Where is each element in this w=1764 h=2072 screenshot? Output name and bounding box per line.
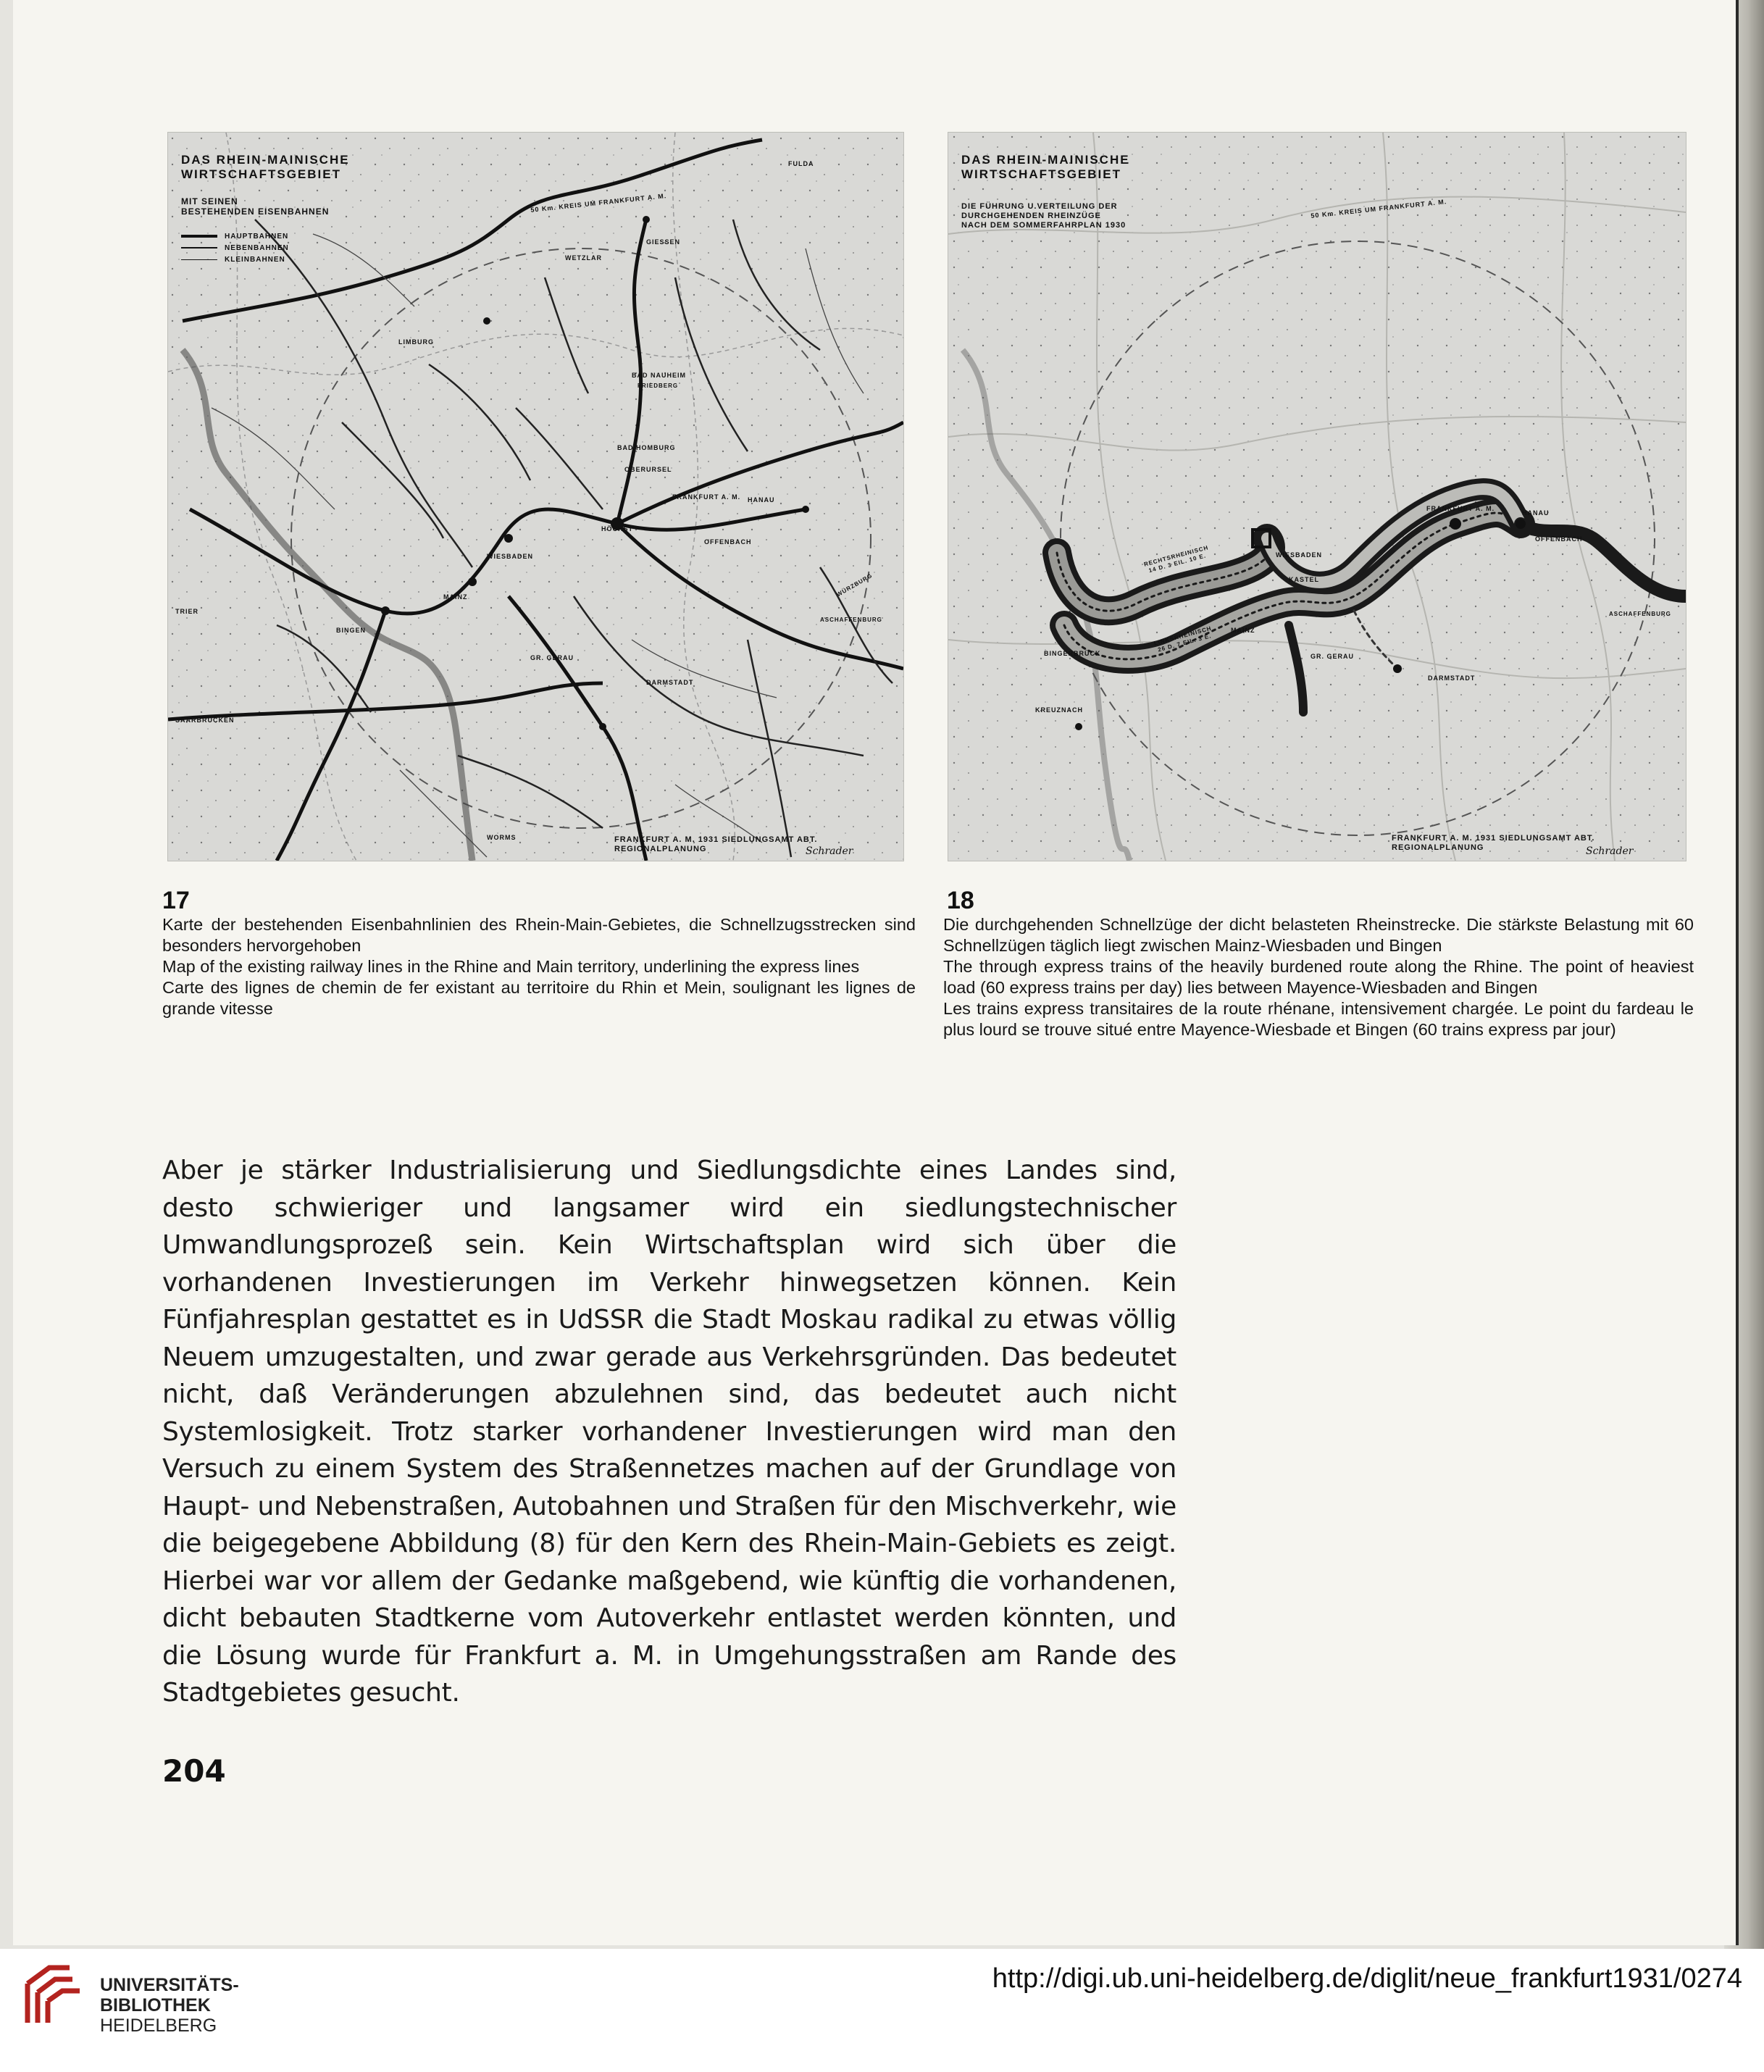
figure-17-map bbox=[167, 132, 904, 861]
body-paragraph bbox=[162, 1152, 1176, 1712]
map17-legend bbox=[181, 231, 289, 266]
place-label: FRIEDBERG bbox=[638, 383, 679, 389]
legend-main-line-icon bbox=[181, 235, 217, 238]
route-label: LINKSRHEINISCH 26 D. 7 EIL. 3 E. bbox=[1153, 624, 1213, 653]
place-label: HANAU bbox=[1522, 509, 1550, 517]
legend-label: NEBENBAHNEN bbox=[225, 244, 289, 252]
legend-branch-line-icon bbox=[181, 247, 217, 248]
legend-label: HAUPTBAHNEN bbox=[225, 233, 289, 241]
place-label: OFFENBACH bbox=[704, 538, 752, 546]
place-label: ASCHAFFENBURG bbox=[820, 617, 882, 623]
map18-subtitle-line: DIE FÜHRUNG U.VERTEILUNG DER bbox=[961, 202, 1118, 211]
place-label: FRANKFURT A. M. bbox=[1426, 505, 1495, 512]
caption-german: Die durchgehenden Schnellzüge der dicht belasteten Rheinstrecke. Die stärkste Belastung mit 60 Schnellzügen täglich liegt zwischen Mainz-Wiesbaden und Bingen bbox=[943, 915, 1694, 955]
library-name-line: UNIVERSITÄTS- bbox=[100, 1975, 239, 1995]
caption-english: The through express trains of the heavily burdened route along the Rhine. The point of heaviest load (60 express trains per day) lies between Mayence-Wiesbaden and Bingen bbox=[943, 957, 1694, 997]
place-label: GR. GERAU bbox=[530, 654, 574, 661]
library-name bbox=[100, 1975, 239, 2036]
map18-signature: Schrader bbox=[1586, 845, 1634, 857]
place-label: OFFENBACH bbox=[1535, 535, 1583, 543]
place-label: WORMS bbox=[487, 834, 517, 841]
place-label: FULDA bbox=[788, 160, 814, 167]
place-label: ASCHAFFENBURG bbox=[1609, 611, 1671, 617]
caption-french: Les trains express transitaires de la route rhénane, intensivement chargée. Le point du fardeau le plus lourd se trouve situé entre Mayence-Wiesbade et Bingen (60 trains express par jour) bbox=[943, 999, 1694, 1039]
place-label: KREUZNACH bbox=[1035, 706, 1083, 714]
caption-english: Map of the existing railway lines in the Rhine and Main territory, underlining the express lines bbox=[162, 957, 860, 976]
caption-german: Karte der bestehenden Eisenbahnlinien des Rhein-Main-Gebietes, die Schnellzugsstrecken sind besonders hervorgehoben bbox=[162, 915, 916, 955]
figure-number: 18 bbox=[947, 887, 974, 914]
map18-subtitle-line: NACH DEM SOMMERFAHRPLAN 1930 bbox=[961, 221, 1126, 230]
map18-ring-label: 50 Km. KREIS UM FRANKFURT A. M. bbox=[1310, 198, 1447, 220]
map17-title-line: DAS RHEIN-MAINISCHE bbox=[181, 153, 350, 167]
route-label: RECHTSRHEINISCH 14 D. 3 EIL. 10 E. bbox=[1143, 544, 1210, 574]
place-label: OBERURSEL bbox=[624, 466, 672, 473]
map17-ring-label: 50 Km. KREIS UM FRANKFURT A. M. bbox=[530, 192, 667, 214]
map17-title-line: WIRTSCHAFTSGEBIET bbox=[181, 167, 341, 182]
express-route-map-drawing bbox=[948, 133, 1686, 861]
place-label: KASTEL bbox=[1289, 576, 1319, 583]
figure-18-caption bbox=[943, 914, 1694, 1040]
body-text: Aber je stärker Industrialisierung und Siedlungsdichte eines Landes sind, desto schwieriger und langsamer wird ein siedlungstechnischer Umwandlungsprozeß sein. Kein Wirtschaftsplan wird sich über die vorhandenen Investierungen im Verkehr hinwegsetzen können. Kein Fünfjahresplan gestattet es in UdSSR die Stadt Moskau radikal zu etwas völlig Neuem umzugestalten, und zwar gerade aus Verkehrsgründen. Das bedeutet nicht, daß Veränderungen abzulehnen sind, das bedeutet auch nicht Systemlosigkeit. Trotz starker vorhandener Investierungen wird man den Versuch zu einem System des Straßennetzes machen auf der Grundlage von Haupt- und Nebenstraßen, Autobahnen und Straßen für den Mischverkehr, wie die beigegebene Abbildung (8) für den Kern des Rhein-Main-Gebiets es zeigt. Hierbei war vor allem der Gedanke maßgebend, wie künftig die vorhandenen, dicht bebauten Stadtkerne vom Autoverkehr entlastet werden könnten, und die Lösung wurde für Frankfurt a. M. in Umgehungsstraßen am Rande des Stadtgebietes gesucht. bbox=[162, 1156, 1176, 1708]
library-logo-icon bbox=[22, 1962, 88, 2032]
place-label: DARMSTADT bbox=[646, 679, 694, 686]
source-url[interactable]: http://digi.ub.uni-heidelberg.de/diglit/neue_frankfurt1931/0274 bbox=[992, 1963, 1742, 1994]
place-label: WIESBADEN bbox=[487, 553, 534, 560]
place-label: BAD NAUHEIM bbox=[632, 372, 686, 379]
figure-18-map bbox=[948, 132, 1686, 861]
place-label: WETZLAR bbox=[565, 254, 602, 262]
map18-title-line: WIRTSCHAFTSGEBIET bbox=[961, 167, 1121, 182]
place-label: WÜRZBURG bbox=[835, 572, 874, 598]
page-number: 204 bbox=[162, 1753, 226, 1789]
place-label: HANAU bbox=[748, 496, 775, 504]
place-label: TRIER bbox=[175, 608, 198, 615]
place-label: HÖCHST bbox=[601, 525, 633, 532]
place-label: WIESBADEN bbox=[1276, 551, 1323, 559]
map18-title-line: DAS RHEIN-MAINISCHE bbox=[961, 153, 1130, 167]
library-name-line: BIBLIOTHEK bbox=[100, 1995, 211, 2015]
place-label: BAD HOMBURG bbox=[617, 444, 676, 451]
place-label: MAINZ bbox=[443, 593, 468, 601]
legend-label: KLEINBAHNEN bbox=[225, 256, 285, 264]
library-name-line: HEIDELBERG bbox=[100, 2015, 217, 2036]
place-label: FRANKFURT A. M. bbox=[672, 493, 741, 501]
map17-footer: FRANKFURT A. M. 1931 SIEDLUNGSAMT ABT. REGIONALPLANUNG bbox=[614, 835, 818, 854]
map18-subtitle-line: DURCHGEHENDEN RHEINZÜGE bbox=[961, 212, 1101, 221]
place-label: GIESSEN bbox=[646, 238, 681, 246]
place-label: LIMBURG bbox=[398, 338, 434, 346]
place-label: SAARBRÜCKEN bbox=[175, 717, 235, 724]
map17-subtitle-line: BESTEHENDEN EISENBAHNEN bbox=[181, 206, 330, 217]
legend-light-line-icon bbox=[181, 259, 217, 260]
figure-number: 17 bbox=[162, 887, 190, 914]
map18-footer: FRANKFURT A. M. 1931 SIEDLUNGSAMT ABT. REGIONALPLANUNG bbox=[1392, 834, 1595, 853]
place-label: DARMSTADT bbox=[1428, 674, 1476, 682]
caption-french: Carte des lignes de chemin de fer existant au territoire du Rhin et Mein, soulignant les lignes de grande vitesse bbox=[162, 978, 916, 1018]
place-label: GR. GERAU bbox=[1311, 653, 1355, 660]
map17-subtitle-line: MIT SEINEN bbox=[181, 196, 238, 206]
place-label: BINGERBRÜCK bbox=[1044, 650, 1101, 657]
place-label: MAINZ bbox=[1231, 627, 1255, 634]
map17-signature: Schrader bbox=[806, 845, 853, 857]
place-label: BINGEN bbox=[336, 627, 367, 634]
figure-17-caption bbox=[162, 914, 916, 1019]
